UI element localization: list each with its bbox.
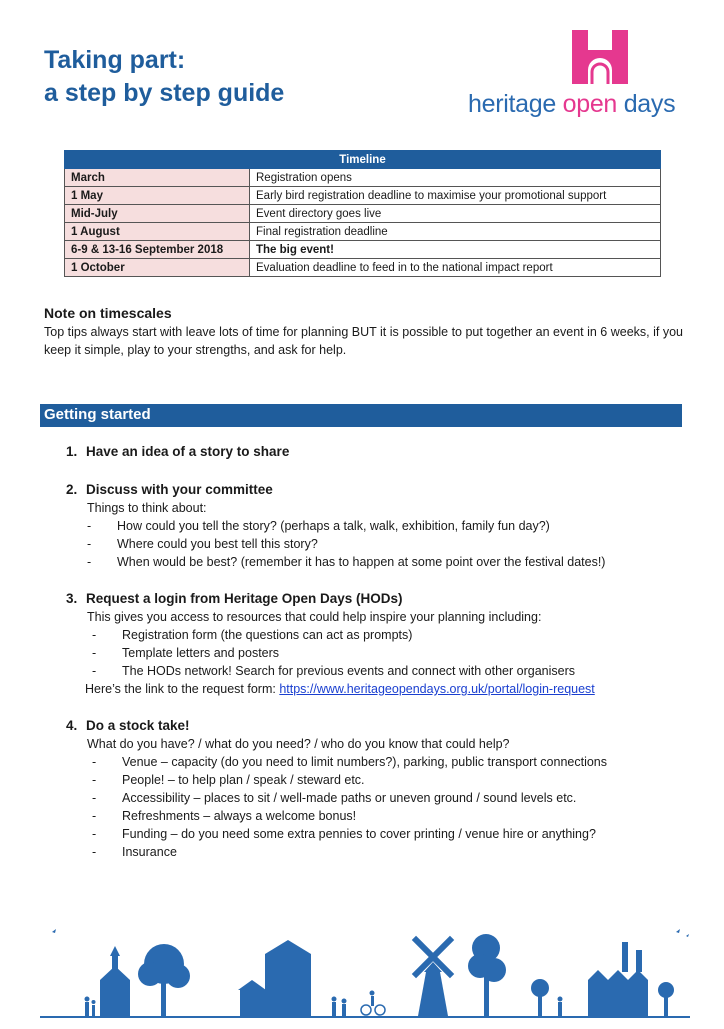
table-row	[65, 223, 661, 241]
table-row	[65, 205, 661, 223]
list-item-text: The HODs network! Search for previous events and connect with other organisers	[122, 664, 575, 678]
timeline-event: Evaluation deadline to feed in to the national impact report	[250, 259, 661, 277]
list-item: - Template letters and posters	[92, 646, 280, 660]
list-item: - Funding – do you need some extra pennies to cover printing / venue hire or anything?	[92, 827, 596, 841]
timeline-date: 1 August	[65, 223, 250, 241]
list-item: - The HODs network! Search for previous events and connect with other organisers	[92, 664, 575, 678]
logo-wordmark	[468, 90, 675, 119]
table-row	[65, 259, 661, 277]
timeline-date: 1 October	[65, 259, 250, 277]
step-title-text: Have an idea of a story to share	[86, 444, 290, 459]
step-intro: Things to think about:	[87, 501, 207, 515]
note-body: Top tips always start with leave lots of time for planning BUT it is possible to put together an event in 6 weeks, if you keep it simple, play to your strengths, and ask for help.	[44, 325, 683, 357]
list-item: - Registration form (the questions can act as prompts)	[92, 628, 413, 642]
timeline-date: Mid-July	[65, 205, 250, 223]
timeline-date: 1 May	[65, 187, 250, 205]
list-item: - When would be best? (remember it has to happen at some point over the festival dates!)	[87, 555, 606, 569]
section-header: Getting started	[40, 404, 682, 426]
list-item: - People! – to help plan / speak / steward etc.	[92, 773, 365, 787]
list-item-text: Refreshments – always a welcome bonus!	[122, 809, 357, 823]
list-item: - Venue – capacity (do you need to limit numbers?), parking, public transport connections	[92, 755, 607, 769]
timeline-event: Final registration deadline	[250, 223, 661, 241]
step-intro: This gives you access to resources that could help inspire your planning including:	[87, 610, 542, 624]
title-line-2: a step by step guide	[44, 79, 285, 107]
list-item-text: Insurance	[122, 845, 177, 859]
timeline-date: 6-9 & 13-16 September 2018	[65, 241, 250, 259]
title-line-1: Taking part:	[44, 46, 186, 74]
heritage-open-days-logo	[468, 30, 684, 122]
list-item-text: Template letters and posters	[122, 646, 280, 660]
timeline-event: Registration opens	[250, 169, 661, 187]
list-item-text: How could you tell the story? (perhaps a talk, walk, exhibition, family fun day?)	[117, 519, 550, 533]
logo-word-days: days	[623, 90, 676, 118]
step-number: 2.	[66, 482, 78, 497]
timeline-date: March	[65, 169, 250, 187]
logo-word-heritage: heritage	[468, 90, 556, 118]
login-request-link[interactable]: https://www.heritageopendays.org.uk/portal/login-request	[279, 682, 595, 696]
timeline-event: The big event!	[250, 241, 661, 259]
list-item: - Accessibility – places to sit / well-made paths or uneven ground / sound levels etc.	[92, 791, 577, 805]
list-item-text: Funding – do you need some extra pennies to cover printing / venue hire or anything?	[122, 827, 596, 841]
timeline-event: Early bird registration deadline to maximise your promotional support	[250, 187, 661, 205]
step-title-text: Do a stock take!	[86, 718, 190, 733]
list-item: - Insurance	[92, 845, 177, 859]
list-item-text: People! – to help plan / speak / steward etc.	[122, 773, 365, 787]
step-title-text: Request a login from Heritage Open Days (HODs)	[86, 591, 403, 606]
list-item-text: Accessibility – places to sit / well-made paths or uneven ground / sound levels etc.	[122, 791, 577, 805]
table-row	[65, 241, 661, 259]
section-divider	[40, 426, 682, 427]
page-title	[44, 44, 284, 110]
step-title	[66, 444, 289, 459]
timeline-heading: Timeline	[65, 151, 661, 169]
link-prefix: Here’s the link to the request form:	[85, 682, 280, 696]
list-item: - Refreshments – always a welcome bonus!	[92, 809, 357, 823]
step-intro: What do you have? / what do you need? / who do you know that could help?	[87, 737, 510, 751]
list-item-text: Venue – capacity (do you need to limit numbers?), parking, public transport connections	[122, 755, 607, 769]
castle-h-icon	[572, 30, 628, 84]
timeline-table	[64, 150, 661, 277]
step-title	[66, 482, 273, 497]
request-link-line	[85, 682, 595, 696]
table-row	[65, 169, 661, 187]
logo-word-open: open	[562, 90, 618, 118]
note-heading: Note on timescales	[44, 305, 172, 321]
list-item: - Where could you best tell this story?	[87, 537, 318, 551]
list-item: - How could you tell the story? (perhaps a talk, walk, exhibition, family fun day?)	[87, 519, 550, 533]
step-title	[66, 591, 403, 606]
list-item-text: When would be best? (remember it has to happen at some point over the festival dates!)	[117, 555, 606, 569]
list-item-text: Where could you best tell this story?	[117, 537, 318, 551]
village-skyline-illustration	[40, 910, 690, 1024]
list-item-text: Registration form (the questions can act as prompts)	[122, 628, 413, 642]
table-row	[65, 187, 661, 205]
timeline-event: Event directory goes live	[250, 205, 661, 223]
step-number: 4.	[66, 718, 78, 733]
step-number: 3.	[66, 591, 78, 606]
step-number: 1.	[66, 444, 78, 459]
step-title	[66, 718, 190, 733]
step-title-text: Discuss with your committee	[86, 482, 273, 497]
skyline-svg	[40, 910, 690, 1024]
